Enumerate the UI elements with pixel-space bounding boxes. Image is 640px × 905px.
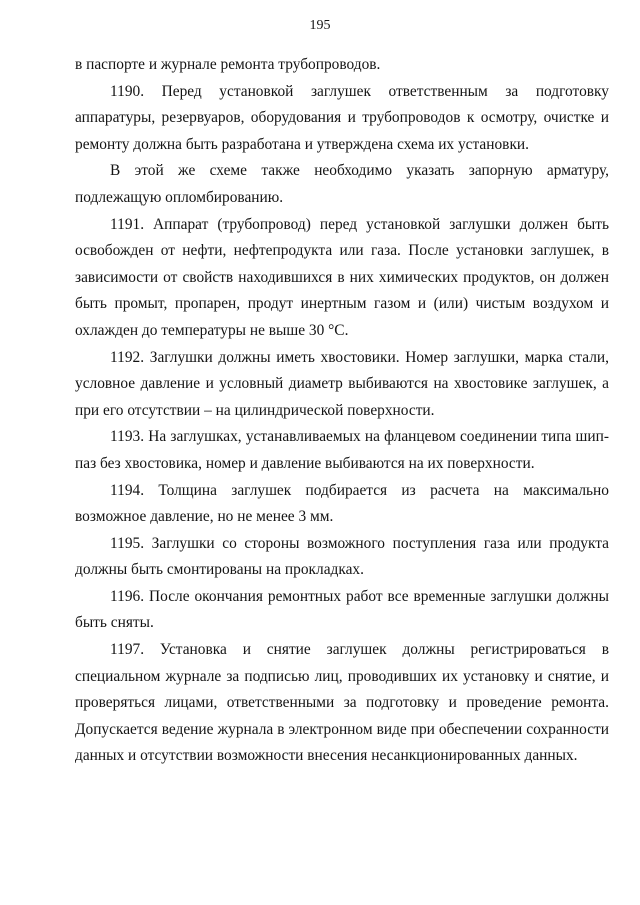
document-body <box>75 52 609 770</box>
paragraph-1191: 1191. Аппарат (трубопровод) перед установкой заглушки должен быть освобожден от нефти, нефтепродукта или газа. После установки заглушек, в зависимости от свойств находившихся в них химических продуктов, он должен быть промыт, пропарен, продут инертным газом и (или) чистым воздухом и охлажден до температуры не выше 30 °С. <box>75 215 609 339</box>
paragraph-1197: 1197. Установка и снятие заглушек должны регистрироваться в специальном журнале за подписью лиц, проводивших их установку и снятие, и проверяться лицами, ответственными за подготовку и проведение ремонта. Допускается ведение журнала в электронном виде при обеспечении сохранности данных и отсутствии возможности внесения несанкционированных данных. <box>75 641 609 765</box>
paragraph-1196: 1196. После окончания ремонтных работ все временные заглушки должны быть сняты. <box>75 587 609 632</box>
page-number: 195 <box>309 18 331 33</box>
paragraph-continuation: в паспорте и журнале ремонта трубопроводов. <box>75 56 381 73</box>
paragraph-1190-note: В этой же схеме также необходимо указать запорную арматуру, подлежащую опломбированию. <box>75 162 609 206</box>
paragraph-1190: 1190. Перед установкой заглушек ответственным за подготовку аппаратуры, резервуаров, оборудования и трубопроводов к осмотру, очистке и ремонту должна быть разработана и утверждена схема их установки. <box>75 82 609 153</box>
paragraph-1195: 1195. Заглушки со стороны возможного поступления газа или продукта должны быть смонтированы на прокладках. <box>75 534 609 579</box>
paragraph-1194: 1194. Толщина заглушек подбирается из расчета на максимально возможное давление, но не менее 3 мм. <box>75 481 609 526</box>
paragraph-1192: 1192. Заглушки должны иметь хвостовики. Номер заглушки, марка стали, условное давление и условный диаметр выбиваются на хвостовике заглушек, а при его отсутствии – на цилиндрической поверхности. <box>75 348 609 419</box>
paragraph-1193: 1193. На заглушках, устанавливаемых на фланцевом соединении типа шип-паз без хвостовика, номер и давление выбиваются на их поверхности. <box>75 428 609 472</box>
